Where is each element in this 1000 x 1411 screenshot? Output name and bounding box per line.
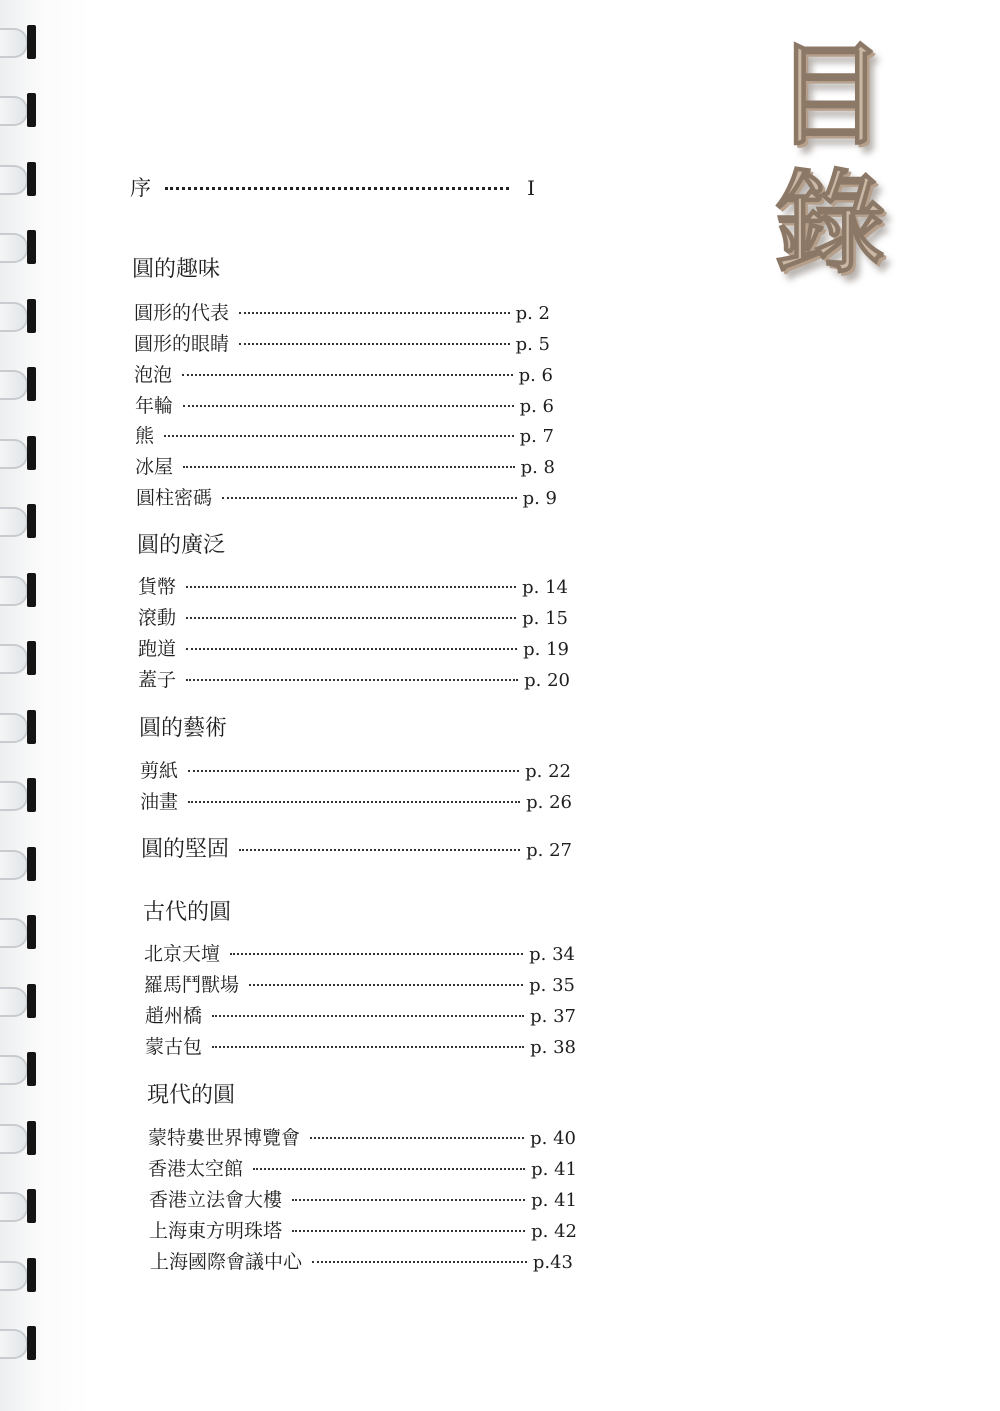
- section-heading: 圓的廣泛: [137, 533, 226, 558]
- dot-leader: [186, 679, 518, 681]
- toc-entry-label: 上海國際會議中心: [150, 1251, 303, 1273]
- dot-leader: [188, 801, 520, 803]
- title-char: 目: [774, 30, 886, 161]
- toc-entry-label: 圓柱密碼: [136, 487, 213, 509]
- toc-entry-label: 蒙古包: [145, 1036, 203, 1058]
- toc-entry[interactable]: [149, 1185, 577, 1212]
- toc-entry-page: p. 8: [520, 457, 555, 478]
- dot-leader: [164, 435, 514, 437]
- dot-leader: [292, 1230, 525, 1232]
- binding-ring: [0, 25, 44, 59]
- toc-entry[interactable]: [150, 1247, 573, 1274]
- toc-entry-label: 熊: [135, 425, 155, 447]
- toc-entry[interactable]: [144, 939, 575, 966]
- toc-entry-label: 跑道: [138, 638, 177, 660]
- toc-entry-label: 蓋子: [138, 669, 177, 691]
- toc-entry-page: p. 26: [526, 792, 572, 813]
- toc-entry[interactable]: [138, 572, 568, 599]
- binding-ring: [0, 1326, 44, 1360]
- toc-entry-page: p. 6: [519, 396, 554, 417]
- toc-entry-page: p. 19: [523, 639, 569, 660]
- toc-entry[interactable]: [134, 360, 553, 387]
- binding-ring: [0, 1258, 44, 1292]
- dot-leader: [183, 466, 515, 468]
- dot-leader: [312, 1261, 527, 1263]
- toc-entry[interactable]: [138, 665, 570, 692]
- toc-entry-page: p. 5: [515, 334, 550, 355]
- toc-entry-page: p. 22: [525, 761, 571, 782]
- dot-leader: [186, 586, 516, 588]
- section-heading: 現代的圓: [147, 1083, 236, 1108]
- toc-entry-page: p. 9: [522, 488, 557, 509]
- toc-entry[interactable]: [145, 1001, 576, 1028]
- dot-leader: [212, 1046, 524, 1048]
- toc-entry-label: 油畫: [140, 791, 179, 813]
- toc-entry-page: p. 42: [531, 1221, 577, 1242]
- toc-entry[interactable]: [140, 787, 572, 814]
- dot-leader: [222, 497, 517, 499]
- toc-entry-page: I: [527, 176, 535, 200]
- toc-entry-page: p. 15: [522, 608, 568, 629]
- page-title: [755, 32, 905, 288]
- toc-entry-label: 圓形的眼睛: [134, 333, 230, 355]
- binding-ring: [0, 436, 44, 470]
- binding-ring: [0, 573, 44, 607]
- toc-entry-page: p. 34: [529, 944, 575, 965]
- binding-ring: [0, 93, 44, 127]
- toc-section-entry[interactable]: [141, 832, 572, 863]
- toc-entry[interactable]: [138, 603, 568, 630]
- toc-entry-page: p. 7: [519, 426, 554, 447]
- toc-entry-label: 貨幣: [138, 576, 177, 598]
- dot-leader: [253, 1168, 525, 1170]
- binding-ring: [0, 1052, 44, 1086]
- toc-entry-label: 趙州橋: [145, 1005, 203, 1027]
- dot-leader: [183, 405, 514, 407]
- toc-entry-label: 圓形的代表: [134, 302, 230, 324]
- toc-entry[interactable]: [134, 329, 550, 356]
- toc-entry-page: p. 14: [522, 577, 568, 598]
- binding-ring: [0, 710, 44, 744]
- toc-entry-label: 序: [130, 176, 151, 200]
- dot-leader: [292, 1199, 525, 1201]
- toc-entry-label: 蒙特婁世界博覽會: [148, 1127, 301, 1149]
- toc-entry-page: p. 2: [515, 303, 550, 324]
- toc-entry-page: p. 6: [518, 365, 553, 386]
- toc-entry-label: 香港立法會大樓: [149, 1189, 283, 1211]
- toc-entry-page: p. 40: [530, 1128, 576, 1149]
- toc-entry[interactable]: [135, 452, 555, 479]
- toc-entry-page: p. 38: [530, 1037, 576, 1058]
- dot-leader: [186, 648, 517, 650]
- dot-leader: [310, 1137, 524, 1139]
- dot-leader: [188, 770, 519, 772]
- toc-entry-label: 剪紙: [140, 760, 179, 782]
- toc-entry[interactable]: [140, 756, 571, 783]
- toc-entry[interactable]: [135, 421, 554, 448]
- spiral-binding: [0, 25, 45, 1395]
- toc-entry-page: p. 35: [529, 975, 575, 996]
- binding-ring: [0, 847, 44, 881]
- dot-leader: [186, 617, 516, 619]
- binding-ring: [0, 915, 44, 949]
- toc-entry[interactable]: [136, 483, 557, 510]
- binding-ring: [0, 778, 44, 812]
- binding-ring: [0, 641, 44, 675]
- toc-entry-page: p. 41: [531, 1159, 577, 1180]
- dot-leader: [239, 849, 520, 851]
- dot-leader: [182, 374, 513, 376]
- dot-leader: [230, 953, 523, 955]
- section-heading: 圓的趣味: [132, 257, 221, 282]
- toc-entry[interactable]: [148, 1123, 576, 1150]
- toc-entry-preface[interactable]: [130, 172, 535, 202]
- toc-entry-page: p. 27: [526, 840, 572, 861]
- toc-entry-page: p. 41: [531, 1190, 577, 1211]
- toc-entry[interactable]: [148, 1154, 577, 1181]
- toc-entry[interactable]: [144, 970, 575, 997]
- binding-ring: [0, 1121, 44, 1155]
- toc-entry-label: 泡泡: [134, 364, 173, 386]
- binding-ring: [0, 1189, 44, 1223]
- toc-entry-label: 香港太空館: [148, 1158, 244, 1180]
- toc-entry[interactable]: [145, 1032, 576, 1059]
- dot-leader: [239, 312, 510, 314]
- binding-ring: [0, 230, 44, 264]
- toc-entry-label: 羅馬鬥獸場: [144, 974, 240, 996]
- toc-entry-page: p. 37: [530, 1006, 576, 1027]
- section-heading: 古代的圓: [143, 900, 232, 925]
- toc-entry-label: 上海東方明珠塔: [149, 1220, 283, 1242]
- toc-entry-page: p. 20: [524, 670, 570, 691]
- toc-entry-label: 北京天壇: [144, 943, 221, 965]
- dot-leader: [165, 187, 509, 190]
- toc-entry[interactable]: [138, 634, 569, 661]
- binding-ring: [0, 984, 44, 1018]
- dot-leader: [249, 984, 523, 986]
- toc-entry-label: 年輪: [135, 395, 174, 417]
- binding-ring: [0, 299, 44, 333]
- toc-entry-label: 冰屋: [135, 456, 174, 478]
- title-char: 錄: [774, 158, 886, 289]
- toc-entry[interactable]: [149, 1216, 577, 1243]
- binding-ring: [0, 367, 44, 401]
- dot-leader: [239, 343, 510, 345]
- section-heading: 圓的藝術: [139, 716, 228, 741]
- toc-entry[interactable]: [134, 298, 550, 325]
- dot-leader: [212, 1015, 524, 1017]
- toc-entry-label: 圓的堅固: [141, 837, 230, 862]
- toc-entry-page: p.43: [532, 1252, 573, 1273]
- binding-ring: [0, 162, 44, 196]
- toc-entry-label: 滾動: [138, 607, 177, 629]
- binding-ring: [0, 504, 44, 538]
- toc-entry[interactable]: [135, 391, 554, 418]
